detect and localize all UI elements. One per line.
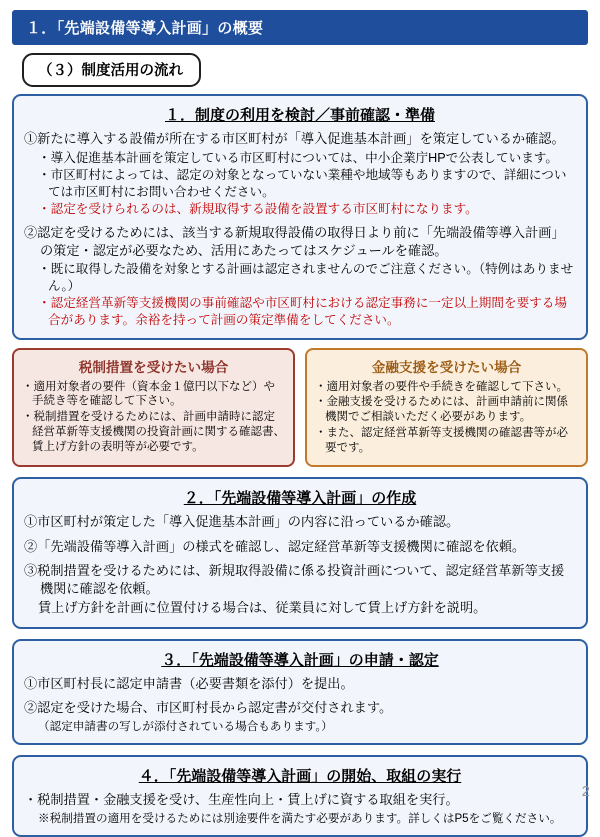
step-3-item-2-sub: （認定申請書の写しが添付されている場合もあります。） bbox=[38, 720, 333, 734]
step-4-heading: ４．「先端設備等導入計画」の開始、取組の実行 bbox=[138, 768, 462, 786]
step-3-heading: ３．「先端設備等導入計画」の申請・認定 bbox=[161, 651, 439, 669]
step-2-item-3: ③税制措置を受けるためには、新規取得設備に係る投資計画について、認定経営革新等支援機関に確認を依頼。 bbox=[24, 563, 565, 596]
finance-support-heading: 金融支援を受けたい場合 bbox=[371, 359, 522, 375]
finance-support-line-1: ・適用対象者の要件や手続きを確認して下さい。 bbox=[315, 380, 568, 393]
finance-support-line-2: ・金融支援を受けるためには、計画申請前に関係機関でご相談いただく必要があります。 bbox=[315, 396, 568, 424]
step-1-item-1: ①新たに導入する設備が所在する市区町村が「導入促進基本計画」を策定しているか確認。 bbox=[24, 131, 565, 146]
step-2-item-3-sub: 賃上げ方針を計画に位置付ける場合は、従業員に対して賃上げ方針を説明。 bbox=[38, 600, 487, 616]
step-3-box bbox=[12, 639, 588, 745]
step-4-item-2: ※税制措置の適用を受けるためには別途要件を満たす必要があります。詳しくはP5をご覧ください。 bbox=[38, 811, 562, 825]
step-1-note-3: ・認定を受けられるのは、新規取得する設備を設置する市区町村になります。 bbox=[38, 202, 478, 217]
support-options-row bbox=[12, 348, 588, 468]
page-title: １．「先端設備等導入計画」の概要 bbox=[12, 10, 588, 45]
step-1-heading: １．制度の利用を検討／事前確認・準備 bbox=[164, 107, 435, 124]
tax-measure-line-1: ・適用対象者の要件（資本金１億円以下など）や手続き等を確認して下さい。 bbox=[22, 380, 275, 408]
step-4-box bbox=[12, 755, 588, 837]
finance-support-box bbox=[305, 348, 588, 468]
finance-support-line-3: ・また、認定経営革新等支援機関の確認書等が必要です。 bbox=[315, 427, 568, 455]
tax-measure-line-2: ・税制措置を受けるためには、計画申請時に認定経営革新等支援機関の投資計画に関する確認書、賃上げ方針の表明等が必要です。 bbox=[22, 411, 285, 454]
step-3-item-2: ②認定を受けた場合、市区町村長から認定書が交付されます。 bbox=[24, 700, 393, 716]
step-2-item-2: ②「先端設備等導入計画」の様式を確認し、認定経営革新等支援機関に確認を依頼。 bbox=[24, 538, 526, 554]
section-label: （３）制度活用の流れ bbox=[22, 53, 201, 87]
step-4-item-1: ・税制措置・金融支援を受け、生産性向上・賃上げに資する取組を実行。 bbox=[24, 792, 459, 808]
step-3-item-1: ①市区町村長に認定申請書（必要書類を添付）を提出。 bbox=[24, 675, 354, 691]
page-number: 2 bbox=[581, 783, 590, 800]
step-1-note-2: ・市区町村によっては、認定の対象となっていない業種や地域等もありますので、詳細については市区町村にお問い合わせください。 bbox=[38, 168, 567, 199]
tax-measure-heading: 税制措置を受けたい場合 bbox=[78, 359, 229, 375]
step-1-item-2: ②認定を受けるためには、該当する新規取得設備の取得日より前に「先端設備等導入計画」の策定・認定が必要なため、活用にあたってはスケジュールを確認。 bbox=[24, 224, 565, 258]
section-label-row bbox=[12, 53, 588, 87]
step-1-box bbox=[12, 94, 588, 340]
tax-measure-box bbox=[12, 348, 295, 468]
step-2-box bbox=[12, 477, 588, 629]
step-1-note-1: ・導入促進基本計画を策定している市区町村については、中小企業庁HPで公表しています。 bbox=[38, 150, 558, 165]
step-2-item-1: ①市区町村が策定した「導入促進基本計画」の内容に沿っているか確認。 bbox=[24, 514, 460, 530]
step-1-note-4: ・既に取得した設備を対象とする計画は認定されませんのでご注意ください。（特例はありません。） bbox=[38, 262, 574, 293]
step-2-heading: ２．「先端設備等導入計画」の作成 bbox=[183, 490, 417, 508]
step-1-note-5: ・認定経営革新等支援機関の事前確認や市区町村における認定事務に一定以上期間を要する場合があります。余裕を持って計画の策定準備をしてください。 bbox=[38, 296, 567, 327]
